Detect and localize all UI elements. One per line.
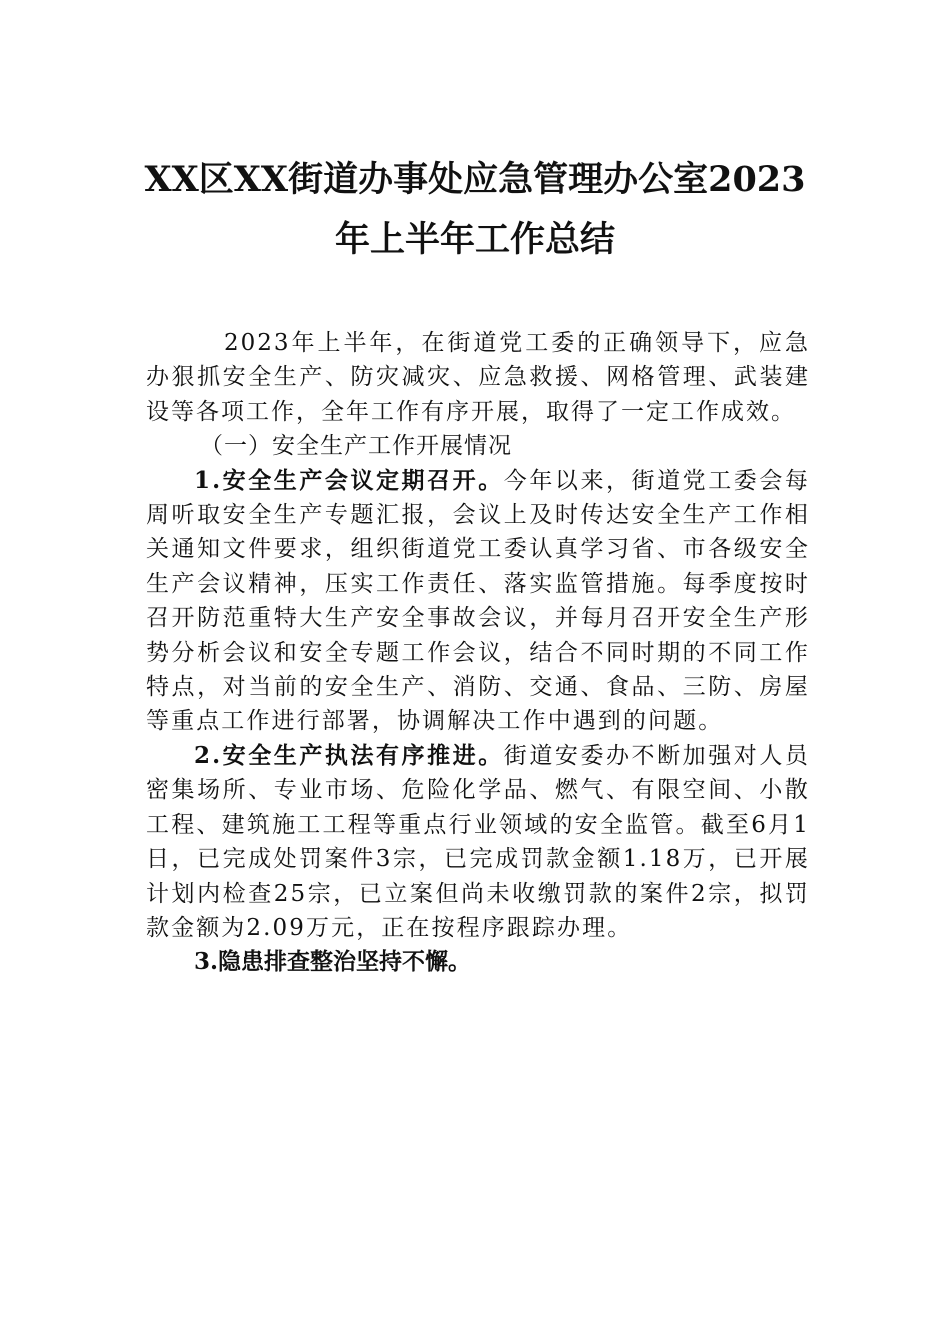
item-2-body: 街道安委办不断加强对人员密集场所、专业市场、危险化学品、燃气、有限空间、小散工程、建筑施工工程等重点行业领域的安全监管。截至6月1日，已完成处罚案件3宗，已完成罚款金额1.18万，已开展计划内检查25宗，已立案但尚未收缴罚款的案件2宗，拟罚款金额为2.09万元，正在按程序跟踪办理。: [146, 742, 810, 941]
title-line-1: XX区XX街道办事处应急管理办公室2023: [144, 159, 806, 200]
item-1-title: 1.安全生产会议定期召开。: [194, 466, 504, 494]
document-title: [120, 150, 830, 270]
section-heading: （一）安全生产工作开展情况: [200, 433, 512, 460]
item-1-paragraph: [146, 464, 810, 739]
item-2-paragraph: [146, 739, 810, 945]
intro-paragraph: 2023年上半年，在街道党工委的正确领导下，应急办狠抓安全生产、防灾减灾、应急救援、网格管理、武装建设等各项工作，全年工作有序开展，取得了一定工作成效。: [146, 330, 810, 425]
item-2-title: 2.安全生产执法有序推进。: [194, 741, 504, 769]
item-3-paragraph: [146, 945, 810, 979]
item-1-body: 今年以来，街道党工委会每周听取安全生产专题汇报，会议上及时传达安全生产工作相关通知文件要求，组织街道党工委认真学习省、市各级安全生产会议精神，压实工作责任、落实监管措施。每季度按时召开防范重特大生产安全事故会议，并每月召开安全生产形势分析会议和安全专题工作会议，结合不同时期的不同工作特点，对当前的安全生产、消防、交通、食品、三防、房屋等重点工作进行部署，协调解决工作中遇到的问题。: [146, 467, 810, 735]
document-body: [146, 326, 810, 980]
title-line-2: 年上半年工作总结: [334, 219, 615, 260]
item-3-title: 3.隐患排查整治坚持不懈。: [194, 948, 472, 976]
